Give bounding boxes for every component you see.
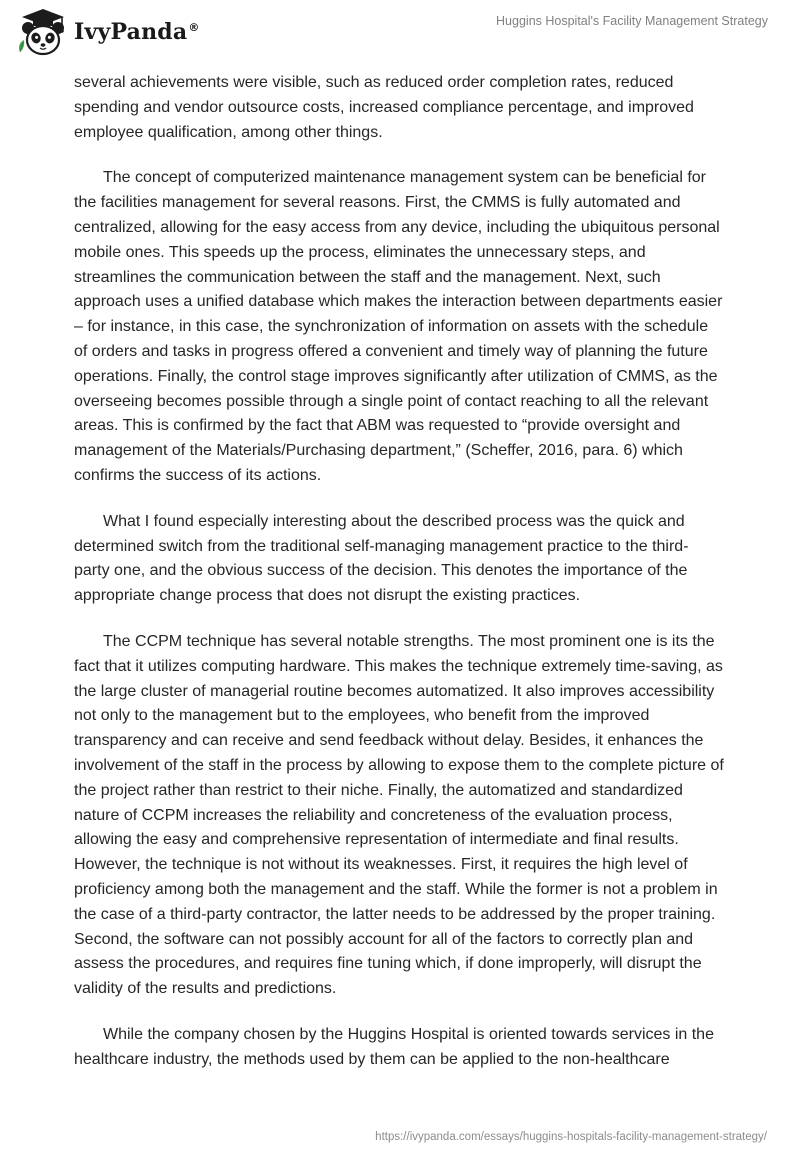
document-title: Huggins Hospital's Facility Management Strategy bbox=[496, 14, 768, 28]
paragraph-4: The CCPM technique has several notable strengths. The most prominent one is its the fact that it utilizes computing hardware. This makes the technique extremely time-saving, as the large cluster of managerial routine becomes automatized. It also improves accessibility not only to the management but to the employees, who benefit from the improved transparency and can receive and send feedback without delay. Besides, it enhances the involvement of the staff in the process by allowing to expose them to the complete picture of the project rather than restrict to their niche. Finally, the automatized and standardized nature of CCPM increases the reliability and concreteness of the evaluation process, allowing the easy and comprehensive representation of intermediate and final results. However, the technique is not without its weaknesses. First, it requires the high level of proficiency among both the management and the staff. While the former is not a problem in the case of a third-party contractor, the latter needs to be addressed by the proper training. Second, the software can not possibly account for all of the factors to correctly plan and assess the procedures, and requires fine tuning which, if done improperly, will disrupt the validity of the results and predictions. bbox=[74, 632, 724, 998]
paragraph-5: While the company chosen by the Huggins Hospital is oriented towards services in the healthcare industry, the methods used by them can be applied to the non-healthcare bbox=[74, 1025, 714, 1068]
ivypanda-logo[interactable] bbox=[14, 6, 200, 58]
paragraph-3: What I found especially interesting about the described process was the quick and determined switch from the traditional self-managing management practice to the third-party one, and the obvious success of the decision. This denotes the importance of the appropriate change process that does not disrupt the existing practices. bbox=[74, 512, 689, 605]
brand-name: IvyPanda® bbox=[74, 19, 200, 45]
essay-body bbox=[74, 71, 724, 1093]
paragraph-2: The concept of computerized maintenance management system can be beneficial for the facilities management for several reasons. First, the CMMS is fully automated and centralized, allowing for the easy access from any device, including the ubiquitous personal mobile ones. This speeds up the process, eliminates the unnecessary steps, and streamlines the communication between the staff and the management. Next, such approach uses a unified database which makes the interaction between departments easier – for instance, in this case, the synchronization of information on assets with the schedule of orders and tasks in progress offered a convenient and timely way of planning the future operations. Finally, the control stage improves significantly after utilization of CMMS, as the overseeing becomes possible through a single point of contact reaching to all the relevant areas. This is confirmed by the fact that ABM was requested to “provide oversight and management of the Materials/Purchasing department,” (Scheffer, 2016, para. 6) which confirms the success of its actions. bbox=[74, 169, 723, 484]
page-header bbox=[0, 0, 800, 70]
panda-graduation-cap-icon bbox=[14, 6, 72, 58]
source-url-link[interactable]: https://ivypanda.com/essays/huggins-hospitals-facility-management-strategy/ bbox=[375, 1131, 767, 1143]
registered-mark: ® bbox=[188, 20, 200, 34]
paragraph-1: several achievements were visible, such as reduced order completion rates, reduced spending and vendor outsource costs, increased compliance percentage, and improved employee qualification, among other things. bbox=[74, 74, 694, 141]
